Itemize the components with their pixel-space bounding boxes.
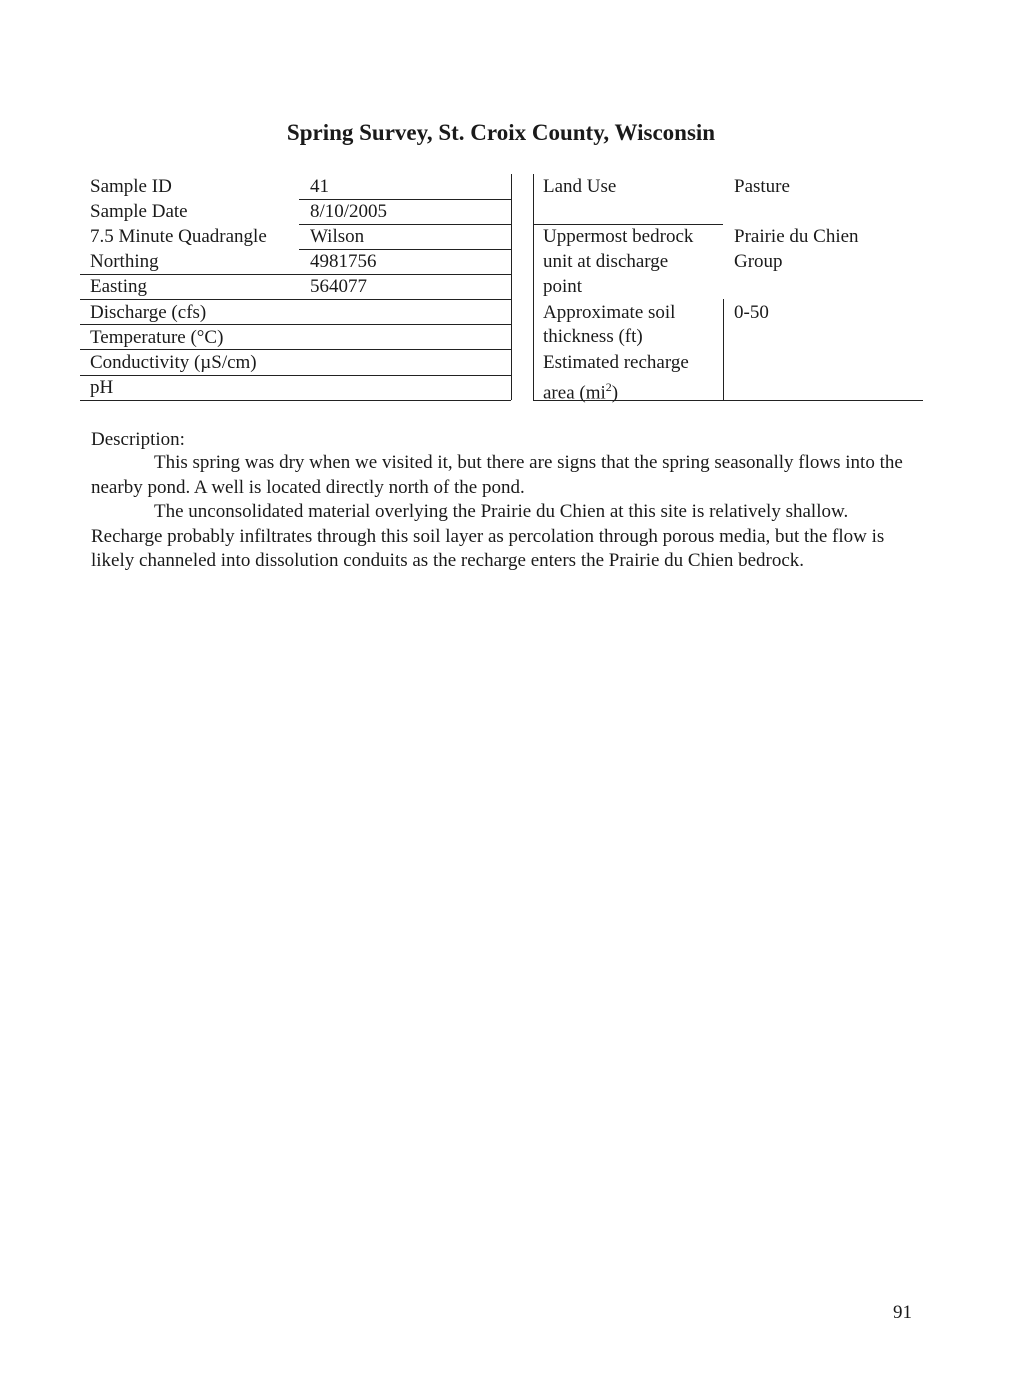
recharge-label-base: area (mi — [543, 382, 606, 404]
soil-label-line: Approximate soil — [543, 302, 676, 323]
table-rule — [80, 274, 511, 275]
bedrock-value-line: Group — [734, 251, 783, 272]
table-rule — [80, 375, 511, 376]
bedrock-label-line: Uppermost bedrock — [543, 226, 694, 247]
table-rule — [80, 324, 511, 325]
table-rule — [80, 400, 511, 401]
discharge-label: Discharge (cfs) — [90, 302, 207, 323]
table-border — [723, 299, 724, 400]
conductivity-label: Conductivity (µS/cm) — [90, 352, 257, 373]
sample-id-value: 41 — [310, 176, 329, 197]
description-body — [91, 451, 921, 574]
land-use-value: Pasture — [734, 176, 790, 197]
easting-label: Easting — [90, 276, 147, 297]
recharge-label-end: ) — [611, 382, 619, 404]
sample-date-value: 8/10/2005 — [310, 201, 388, 222]
description-paragraph: The unconsolidated material overlying the Prairie du Chien at this site is relatively shallow. Recharge probably infiltrates through this soil layer as percolation through porous media, but the flow is likely channeled into dissolution conduits as the recharge enters the Prairie du Chien bedrock. — [91, 501, 885, 571]
table-border — [533, 174, 534, 400]
bedrock-value-line: Prairie du Chien — [734, 226, 859, 247]
northing-value: 4981756 — [310, 251, 377, 272]
table-rule — [80, 299, 511, 300]
recharge-label-line — [543, 375, 618, 405]
bedrock-label-line: point — [543, 276, 583, 297]
ph-label: pH — [90, 377, 114, 398]
table-rule — [299, 249, 511, 250]
bedrock-label-line: unit at discharge — [543, 251, 669, 272]
sample-date-label: Sample Date — [90, 201, 188, 222]
page-number: 91 — [893, 1302, 912, 1323]
soil-label-line: thickness (ft) — [543, 326, 643, 347]
description-label: Description: — [91, 429, 185, 450]
table-rule — [299, 199, 511, 200]
quadrangle-label: 7.5 Minute Quadrangle — [90, 226, 267, 247]
table-rule — [299, 224, 511, 225]
recharge-label-line: Estimated recharge — [543, 352, 689, 373]
table-border — [511, 174, 512, 400]
page-title: Spring Survey, St. Croix County, Wisconsin — [286, 120, 716, 145]
northing-label: Northing — [90, 251, 159, 272]
table-rule — [80, 349, 511, 350]
sample-id-label: Sample ID — [90, 176, 172, 197]
easting-value: 564077 — [310, 276, 367, 297]
land-use-label: Land Use — [543, 176, 617, 197]
description-paragraph: This spring was dry when we visited it, but there are signs that the spring seasonally flows into the nearby pond. A well is located directly north of the pond. — [91, 452, 903, 498]
soil-thickness-value: 0-50 — [734, 302, 769, 323]
quadrangle-value: Wilson — [310, 226, 365, 247]
temperature-label: Temperature (°C) — [90, 327, 224, 348]
recharge-label-superscript: 2 — [605, 380, 612, 394]
